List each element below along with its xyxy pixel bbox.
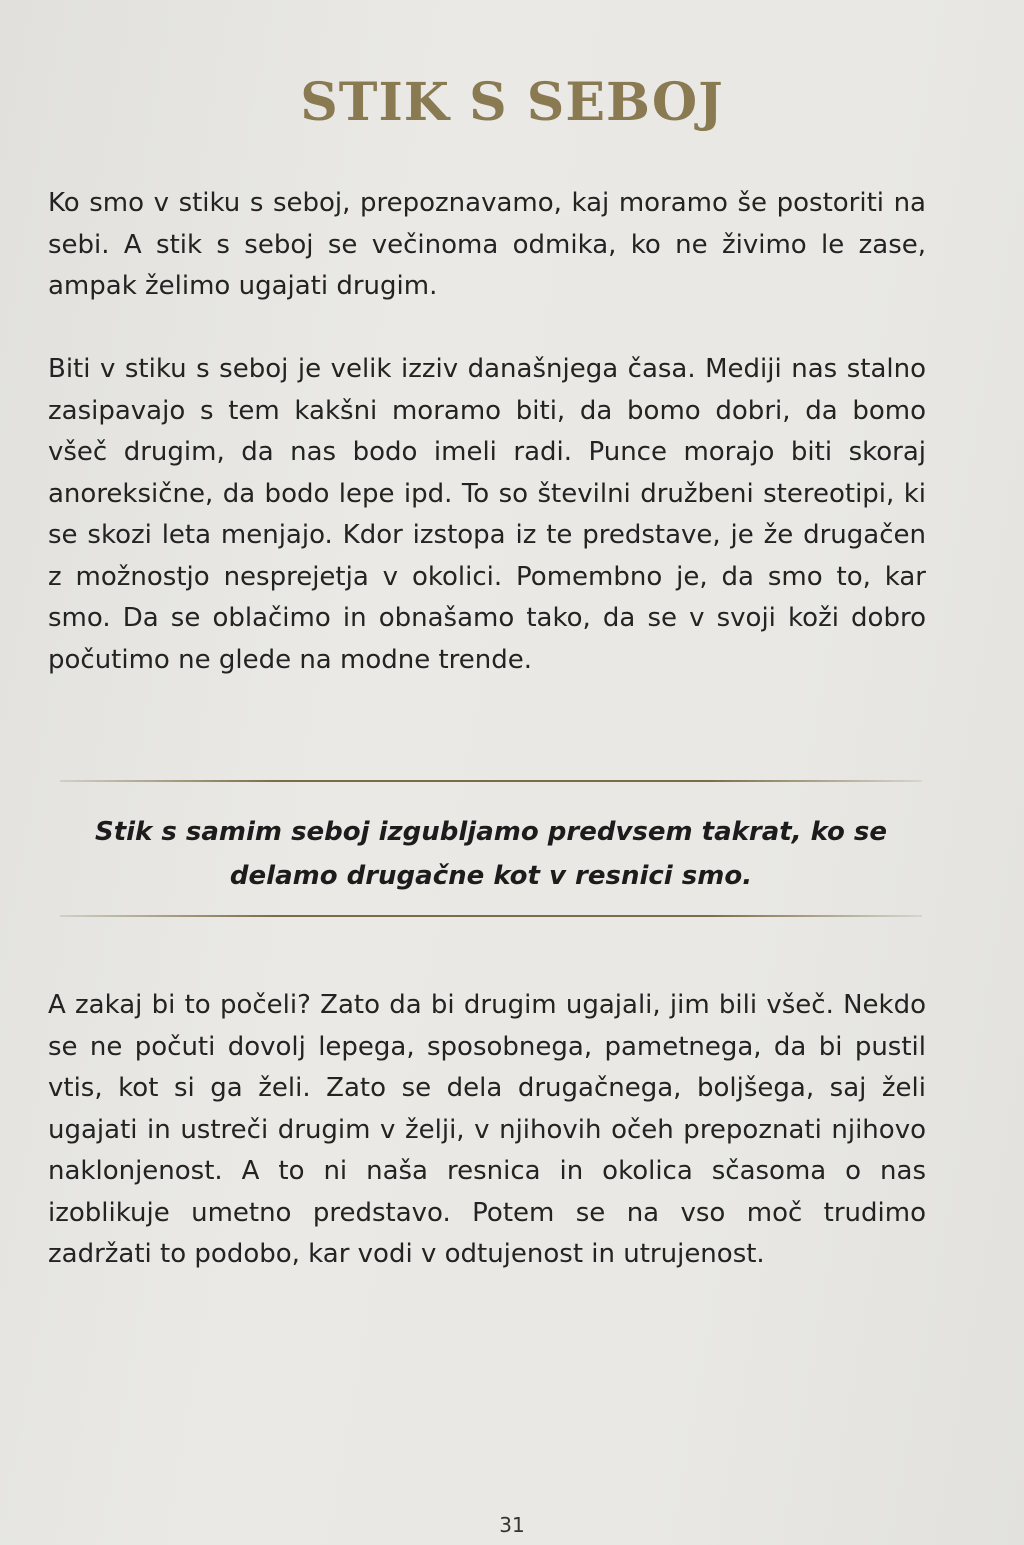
- paragraph-why: A zakaj bi to počeli? Zato da bi drugim ugajali, jim bili všeč. Nekdo se ne počuti dovolj lepega, sposobnega, pametnega, da bi pustil vtis, kot si ga želi. Zato se dela drugačnega, boljšega, saj želi ugajati in ustreči drugim v želji, v njihovih očeh prepoznati njihovo naklonjenost. A to ni naša resnica in okolica sčasoma o nas izoblikuje umetno predstavo. Potem se na vso moč trudimo zadržati to podobo, kar vodi v odtujenost in utrujenost.: [48, 990, 926, 1269]
- quote-divider-top: [60, 780, 922, 782]
- pull-quote: [60, 810, 922, 898]
- pull-quote-line-1: Stik s samim seboj izgubljamo predvsem takrat, ko se: [94, 817, 888, 847]
- paragraph-intro: Ko smo v stiku s seboj, prepoznavamo, kaj moramo še postoriti na sebi. A stik s seboj se večinoma odmika, ko ne živimo le zase, ampak želimo ugajati drugim.: [48, 188, 926, 301]
- pull-quote-line-2: delamo drugačne kot v resnici smo.: [229, 861, 753, 891]
- paragraph-media: Biti v stiku s seboj je velik izziv današnjega časa. Mediji nas stalno zasipavajo s tem kakšni moramo biti, da bomo dobri, da bomo všeč drugim, da nas bodo imeli radi. Punce morajo biti skoraj anoreksične, da bodo lepe ipd. To so številni družbeni stereotipi, ki se skozi leta menjajo. Kdor izstopa iz te predstave, je že drugačen z možnostjo nesprejetja v okolici. Pomembno je, da smo to, kar smo. Da se oblačimo in obnašamo tako, da se v svoji koži dobro počutimo ne glede na modne trende.: [48, 354, 926, 675]
- quote-divider-bottom: [60, 915, 922, 917]
- chapter-title: STIK S SEBOJ: [300, 72, 724, 133]
- page-number: 31: [499, 1513, 525, 1537]
